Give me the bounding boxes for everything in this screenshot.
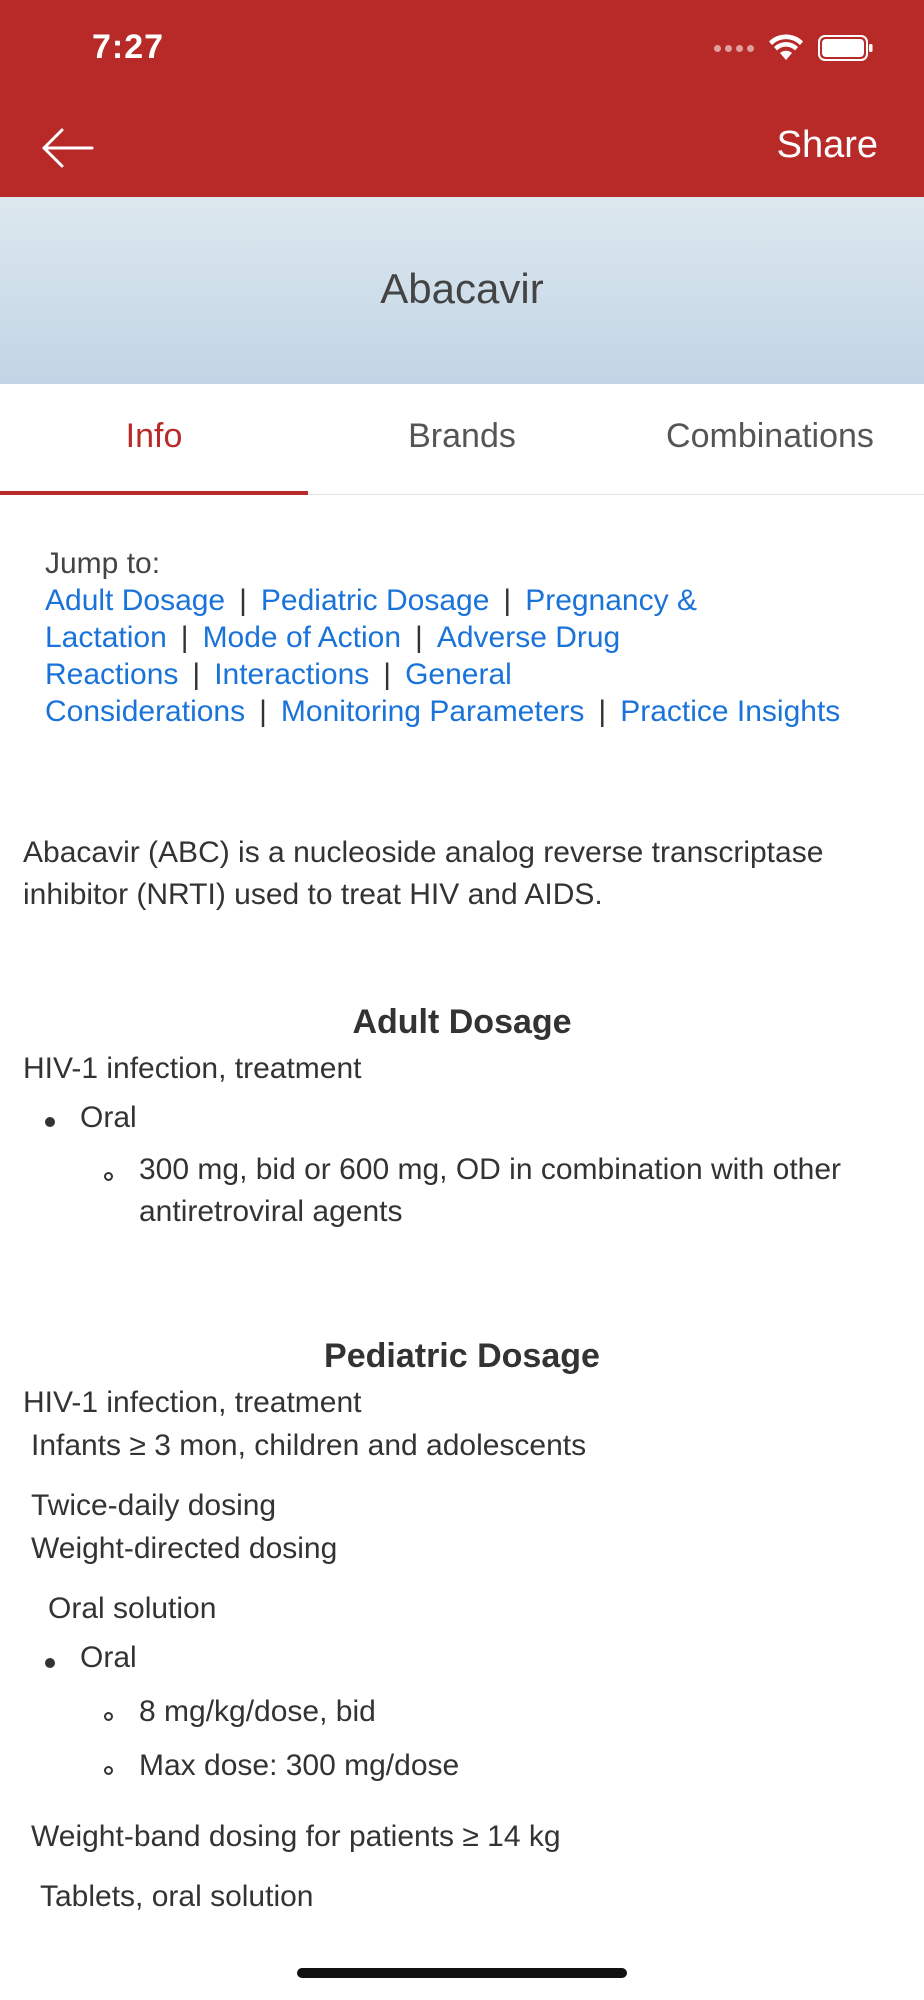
- jump-to-label: Jump to:: [45, 547, 161, 580]
- tab-combinations[interactable]: Combinations: [666, 417, 874, 455]
- jump-link-general-considerations[interactable]: General Considerations: [45, 658, 512, 728]
- separator: |: [180, 621, 189, 654]
- separator: |: [259, 695, 267, 728]
- jump-link-practice-insights[interactable]: Practice Insights: [620, 695, 841, 728]
- active-tab-indicator: [0, 491, 308, 495]
- pediatric-forms: Tablets, oral solution: [40, 1880, 314, 1913]
- adult-route: Oral: [80, 1101, 137, 1134]
- status-bar: [0, 0, 924, 100]
- separator: |: [192, 658, 201, 691]
- pediatric-method: Weight-directed dosing: [31, 1532, 338, 1565]
- drug-header: [0, 197, 924, 384]
- pediatric-weight-band: Weight-band dosing for patients ≥ 14 kg: [31, 1820, 561, 1853]
- drug-intro: Abacavir (ABC) is a nucleoside analog reverse transcriptase inhibitor (NRTI) used to treat HIV and AIDS.: [23, 836, 824, 911]
- home-indicator[interactable]: [297, 1968, 627, 1978]
- jump-link-monitoring-parameters[interactable]: Monitoring Parameters: [280, 695, 585, 728]
- arrow-left-icon: [38, 120, 98, 176]
- pediatric-frequency: Twice-daily dosing: [31, 1489, 277, 1522]
- battery-icon: [818, 35, 874, 61]
- pediatric-max-dose: Max dose: 300 mg/dose: [139, 1749, 460, 1782]
- jump-link-pediatric-dosage[interactable]: Pediatric Dosage: [260, 584, 490, 617]
- pediatric-indication: HIV-1 infection, treatment: [23, 1386, 362, 1419]
- back-button[interactable]: [38, 120, 98, 176]
- cellular-signal-icon: [714, 45, 754, 52]
- adult-indication: HIV-1 infection, treatment: [23, 1052, 362, 1085]
- page-title: Abacavir: [380, 265, 544, 312]
- separator: |: [415, 621, 423, 654]
- bullet-disc: [45, 1117, 55, 1127]
- pediatric-dosage-heading: Pediatric Dosage: [324, 1337, 600, 1375]
- bullet-circle: [104, 1172, 113, 1181]
- share-button[interactable]: Share: [776, 124, 878, 166]
- adult-dosage-heading: Adult Dosage: [352, 1003, 572, 1041]
- wifi-icon: [768, 34, 804, 62]
- pediatric-population: Infants ≥ 3 mon, children and adolescents: [31, 1429, 587, 1462]
- tab-bar: [0, 384, 924, 495]
- separator: |: [239, 584, 247, 617]
- jump-link-interactions[interactable]: Interactions: [214, 658, 370, 691]
- jump-link-pregnancy-lactation[interactable]: Pregnancy & Lactation: [45, 584, 697, 654]
- jump-link-adverse-drug-reactions[interactable]: Adverse Drug Reactions: [45, 621, 621, 691]
- status-icons: [714, 34, 874, 62]
- separator: |: [383, 658, 392, 691]
- jump-to-nav: [45, 545, 895, 730]
- separator: |: [598, 695, 607, 728]
- nav-bar: [0, 100, 924, 197]
- bullet-disc: [45, 1658, 55, 1668]
- bullet-circle: [104, 1766, 113, 1775]
- adult-dose: 300 mg, bid or 600 mg, OD in combination with other antiretroviral agents: [139, 1153, 842, 1228]
- separator: |: [503, 584, 512, 617]
- jump-links: [45, 582, 895, 730]
- tab-info[interactable]: Info: [125, 417, 183, 455]
- pediatric-route: Oral: [80, 1641, 137, 1674]
- pediatric-form: Oral solution: [48, 1592, 217, 1625]
- tab-brands[interactable]: Brands: [408, 417, 516, 455]
- status-time: 7:27: [92, 28, 165, 66]
- jump-link-mode-of-action[interactable]: Mode of Action: [202, 621, 402, 654]
- jump-link-adult-dosage[interactable]: Adult Dosage: [45, 584, 226, 617]
- pediatric-dose: 8 mg/kg/dose, bid: [139, 1695, 376, 1728]
- bullet-circle: [104, 1712, 113, 1721]
